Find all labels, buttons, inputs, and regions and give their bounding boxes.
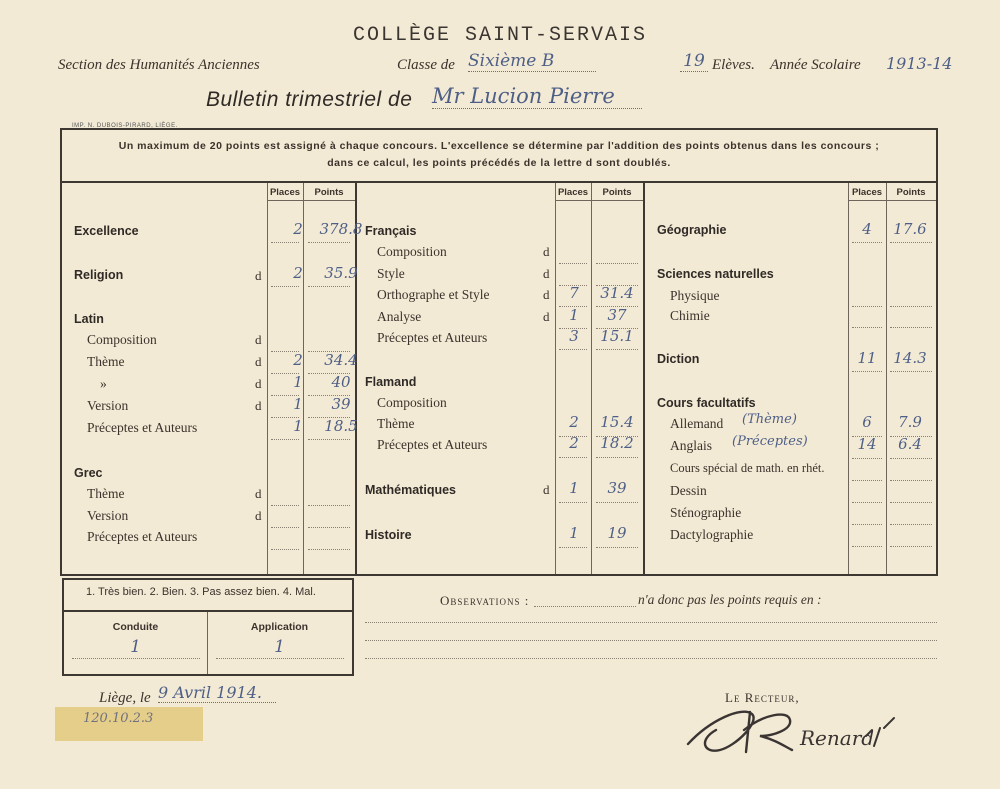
row-grec-theme: Thème d bbox=[87, 486, 262, 501]
college-title: COLLÈGE SAINT-SERVAIS bbox=[352, 24, 648, 47]
places-header-1: Places bbox=[269, 187, 301, 198]
section-label: Section des Humanités Anciennes bbox=[58, 57, 260, 73]
classe-label: Classe de bbox=[397, 57, 455, 73]
recteur-signature bbox=[680, 700, 920, 760]
row-sciences: Sciences naturelles bbox=[657, 267, 774, 281]
points-header-1: Points bbox=[314, 187, 344, 198]
row-excellence: Excellence 2 378.8 bbox=[74, 220, 363, 238]
grading-legend: 1. Très bien. 2. Bien. 3. Pas assez bien. 4. Mal. bbox=[86, 586, 316, 598]
row-francais: Français bbox=[365, 224, 417, 238]
row-latin-version: Version d 1 39 bbox=[87, 395, 351, 413]
row-allemand: Allemand (Thème) 6 7.9 bbox=[670, 412, 922, 431]
student-name: Mr Lucion Pierre bbox=[432, 84, 642, 109]
recteur-label: Le Recteur, bbox=[725, 690, 800, 705]
application-label: Application bbox=[250, 621, 309, 633]
svg-text:Renard: Renard bbox=[800, 726, 875, 750]
row-fr-analyse: Analyse d 1 37 bbox=[377, 306, 627, 324]
issue-date: 9 Avril 1914. bbox=[158, 683, 276, 703]
row-diction: Diction 11 14.3 bbox=[657, 349, 927, 367]
col3-subjects bbox=[645, 0, 936, 789]
row-fl-composition: Composition bbox=[377, 395, 447, 410]
eleves-label: Elèves. bbox=[712, 57, 755, 73]
row-stenographie: Sténographie bbox=[670, 505, 742, 520]
points-header-2: Points bbox=[602, 187, 632, 198]
places-header-2: Places bbox=[557, 187, 589, 198]
classe-value: Sixième B bbox=[468, 51, 596, 72]
observations-label: Observations : bbox=[440, 593, 530, 608]
row-dessin: Dessin bbox=[670, 483, 707, 498]
row-latin: Latin bbox=[74, 312, 104, 326]
row-geographie: Géographie 4 17.6 bbox=[657, 220, 927, 238]
annee-label: Année Scolaire bbox=[770, 57, 861, 73]
row-grec-version: Version d bbox=[87, 508, 262, 523]
row-latin-theme-2: » d 1 40 bbox=[100, 373, 351, 391]
row-fr-composition: Composition d bbox=[377, 244, 550, 259]
row-dactylographie: Dactylographie bbox=[670, 527, 754, 542]
row-grec: Grec bbox=[74, 466, 103, 480]
row-histoire: Histoire 1 19 bbox=[365, 524, 627, 542]
row-cours-facultatifs: Cours facultatifs bbox=[657, 396, 756, 410]
row-flamand: Flamand bbox=[365, 375, 417, 389]
eleves-count: 19 bbox=[680, 51, 708, 72]
row-cours-special: Cours spécial de math. en rhét. bbox=[670, 461, 825, 475]
row-chimie: Chimie bbox=[670, 308, 710, 323]
annee-value: 1913-14 bbox=[886, 54, 953, 73]
row-latin-preceptes: Préceptes et Auteurs 1 18.5 bbox=[87, 417, 358, 435]
row-fr-orthographe: Orthographe et Style d 7 31.4 bbox=[377, 284, 634, 302]
row-anglais: Anglais (Préceptes) 14 6.4 bbox=[670, 434, 922, 453]
conduite-label: Conduite bbox=[112, 621, 159, 633]
row-latin-theme: Thème d 2 34.4 bbox=[87, 351, 358, 369]
application-value: 1 bbox=[274, 637, 285, 657]
city-label: Liège, le bbox=[99, 690, 151, 706]
row-mathematiques: Mathématiques d 1 39 bbox=[365, 479, 627, 497]
row-religion: Religion d 2 35.9 bbox=[74, 264, 358, 283]
conduite-value: 1 bbox=[130, 637, 141, 657]
row-fr-style: Style d bbox=[377, 266, 550, 281]
observations-text: n'a donc pas les points requis en : bbox=[638, 592, 822, 607]
printer-mark: IMP. N. DUBOIS-PIRARD, LIÈGE. bbox=[72, 123, 178, 129]
row-physique: Physique bbox=[670, 288, 720, 303]
row-fl-preceptes: Préceptes et Auteurs 2 18.2 bbox=[377, 434, 634, 452]
col2-subjects bbox=[357, 0, 643, 789]
bulletin-label: Bulletin trimestriel de bbox=[206, 88, 413, 111]
row-fr-preceptes: Préceptes et Auteurs 3 15.1 bbox=[377, 327, 634, 345]
row-latin-composition: Composition d bbox=[87, 332, 262, 347]
note-line-1: Un maximum de 20 points est assigné à chaque concours. L'excellence se détermine par l'addition des points obtenus dans les concours ; bbox=[118, 140, 880, 152]
row-fl-theme: Thème 2 15.4 bbox=[377, 413, 634, 431]
row-grec-preceptes: Préceptes et Auteurs bbox=[87, 529, 198, 544]
note-line-2: dans ce calcul, les points précédés de la lettre d sont doublés. bbox=[327, 157, 671, 169]
points-header-3: Points bbox=[896, 187, 926, 198]
places-header-3: Places bbox=[851, 187, 883, 198]
archive-stamp: 120.10.2.3 bbox=[55, 707, 203, 741]
